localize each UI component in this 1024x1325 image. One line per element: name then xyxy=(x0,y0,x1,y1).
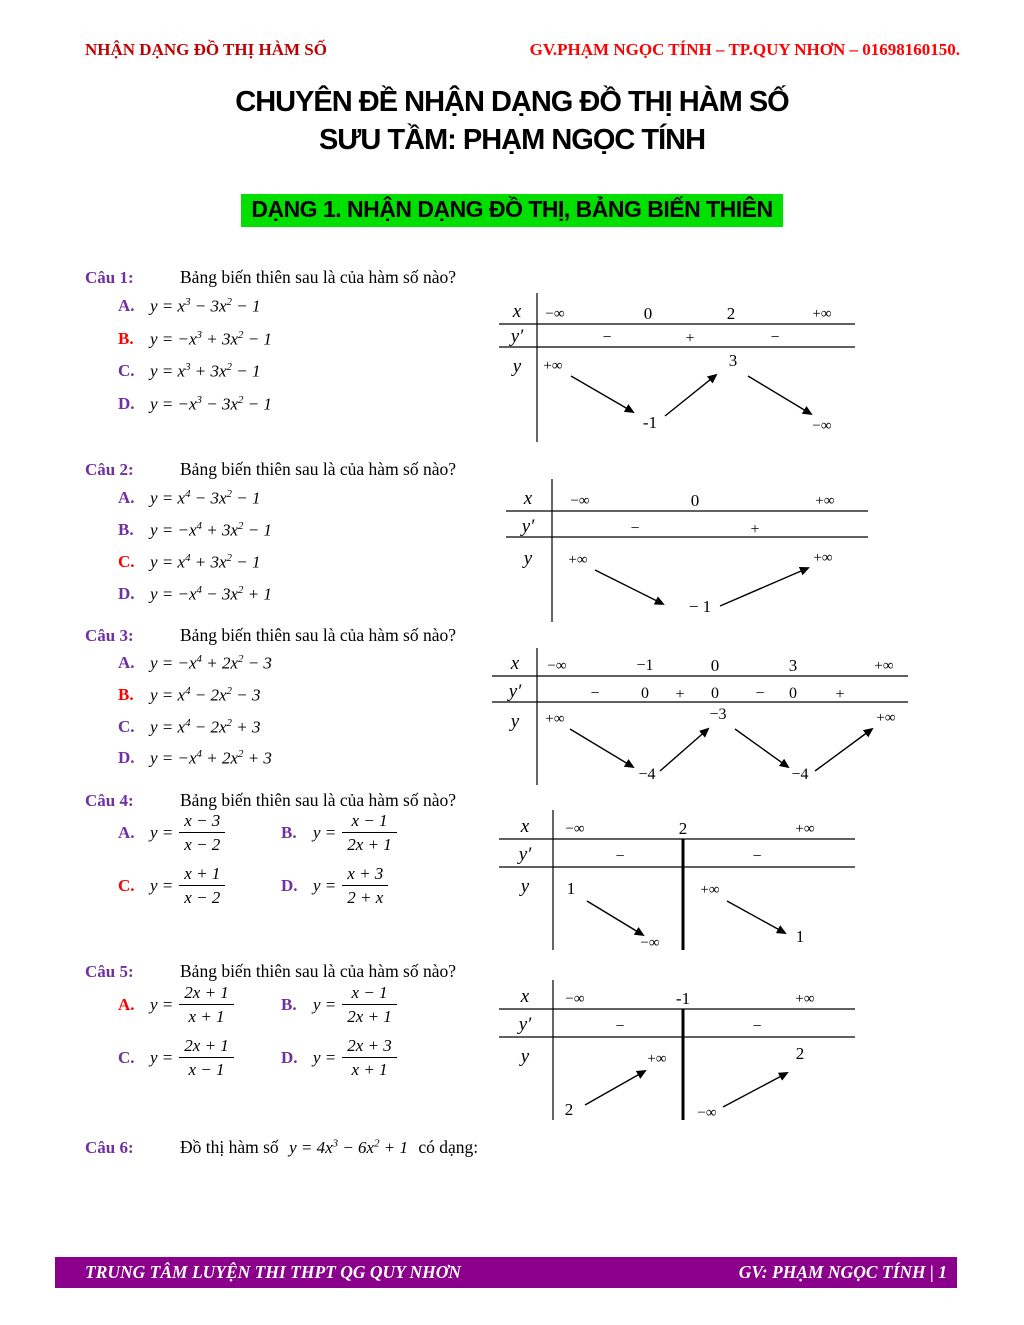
question-1-option-b xyxy=(118,329,272,350)
footer-teacher-page: GV: PHẠM NGỌC TÍNH | 1 xyxy=(738,1262,947,1282)
option-fraction xyxy=(179,863,225,908)
y-value: −∞ xyxy=(812,418,832,434)
trend-arrow-up xyxy=(815,729,872,771)
option-letter: D. xyxy=(281,875,298,895)
x-value: −∞ xyxy=(545,306,565,322)
page-footer xyxy=(55,1257,957,1288)
question-4-option-c xyxy=(118,863,225,908)
yprime-sign: − xyxy=(615,1018,625,1035)
question-5-text: Bảng biến thiên sau là của hàm số nào? xyxy=(180,961,457,981)
yprime-sign: − xyxy=(590,685,600,702)
row-label-y: y xyxy=(512,356,522,377)
header-right-teacher-info: GV.PHẠM NGỌC TÍNH – TP.QUY NHƠN – 01698160150. xyxy=(529,40,960,59)
x-value: +∞ xyxy=(812,306,832,322)
question-3-option-a xyxy=(118,653,272,674)
variation-table-q5 xyxy=(495,977,865,1122)
row-label-yprime: y′ xyxy=(508,681,522,702)
question-2-option-a xyxy=(118,488,260,509)
denominator: x + 1 xyxy=(351,1060,388,1079)
fraction-prefix: y = xyxy=(313,822,337,842)
row-label-y: y xyxy=(520,1046,530,1067)
yprime-sign: − xyxy=(752,848,762,865)
option-letter: A. xyxy=(118,994,135,1014)
numerator: x − 1 xyxy=(342,982,397,1005)
y-value: − 1 xyxy=(688,597,712,616)
option-letter: C. xyxy=(118,875,135,895)
yprime-sign: − xyxy=(755,685,765,702)
yprime-zero: 0 xyxy=(789,685,797,702)
denominator: x − 2 xyxy=(184,835,221,854)
trend-arrow-down xyxy=(595,570,663,604)
fraction-prefix: y = xyxy=(150,1047,174,1067)
variation-table-q1 xyxy=(493,290,863,445)
numerator: 2x + 1 xyxy=(179,1035,234,1058)
question-6-formula: $y = 4x^3 - 6x^2 + 1$ xyxy=(289,1137,409,1157)
row-label-yprime: y′ xyxy=(518,844,532,865)
y-value: −4 xyxy=(791,766,809,783)
trend-arrow-up xyxy=(720,568,808,606)
document-title-line2: SƯU TẦM: PHẠM NGỌC TÍNH xyxy=(318,124,706,156)
denominator: 2x + 1 xyxy=(347,1007,392,1026)
option-letter: A. xyxy=(118,296,135,316)
question-2-option-d xyxy=(118,584,272,605)
trend-arrow-up xyxy=(585,1071,645,1105)
trend-arrow-up xyxy=(665,375,716,416)
option-fraction xyxy=(342,982,397,1027)
x-value: +∞ xyxy=(874,658,894,674)
question-3-option-d xyxy=(118,748,272,769)
option-letter: A. xyxy=(118,488,135,508)
row-label-yprime: y′ xyxy=(521,516,535,537)
numerator: x + 3 xyxy=(342,863,388,886)
question-5-label: Câu 5: xyxy=(85,962,134,981)
question-1-option-c xyxy=(118,361,260,382)
y-value: +∞ xyxy=(647,1051,667,1067)
yprime-sign: − xyxy=(752,1018,762,1035)
option-fraction xyxy=(179,810,225,855)
trend-arrow-up xyxy=(723,1073,787,1107)
x-value: -1 xyxy=(675,989,691,1008)
row-label-y: y xyxy=(520,876,530,897)
fraction-prefix: y = xyxy=(150,994,174,1014)
question-2-text: Bảng biến thiên sau là của hàm số nào? xyxy=(180,459,457,479)
section-banner: DẠNG 1. NHẬN DẠNG ĐỒ THỊ, BẢNG BIẾN THIÊN xyxy=(241,194,782,227)
option-formula: $y = -x^3 - 3x^2 - 1$ xyxy=(150,394,272,414)
y-value: +∞ xyxy=(543,358,563,374)
option-fraction xyxy=(342,810,397,855)
x-value: 0 xyxy=(643,304,653,323)
option-letter: A. xyxy=(118,653,135,673)
x-value: +∞ xyxy=(795,991,815,1007)
x-value: 3 xyxy=(788,656,798,675)
denominator: x + 1 xyxy=(188,1007,225,1026)
yprime-sign: − xyxy=(615,848,625,865)
option-formula: $y = x^4 - 2x^2 + 3$ xyxy=(150,717,261,737)
option-formula: $y = -x^3 + 3x^2 - 1$ xyxy=(150,329,272,349)
option-letter: D. xyxy=(118,394,135,414)
denominator: x − 2 xyxy=(184,888,221,907)
row-label-x: x xyxy=(510,653,520,674)
x-value: −∞ xyxy=(570,493,590,509)
question-3-label: Câu 3: xyxy=(85,626,134,645)
numerator: 2x + 3 xyxy=(342,1035,397,1058)
option-formula: $y = -x^4 + 2x^2 + 3$ xyxy=(150,748,272,768)
option-fraction xyxy=(179,982,234,1027)
question-4-text: Bảng biến thiên sau là của hàm số nào? xyxy=(180,790,457,810)
option-formula: $y = -x^4 - 3x^2 + 1$ xyxy=(150,584,272,604)
yprime-zero: 0 xyxy=(641,685,649,702)
numerator: x + 1 xyxy=(179,863,225,886)
option-letter: B. xyxy=(118,685,134,705)
x-value: 0 xyxy=(710,656,720,675)
question-3-option-c xyxy=(118,717,260,738)
y-value: +∞ xyxy=(568,552,588,568)
question-6-text-after: có dạng: xyxy=(418,1137,479,1157)
y-value: 1 xyxy=(795,927,805,946)
question-6-label: Câu 6: xyxy=(85,1138,134,1157)
option-letter: D. xyxy=(118,584,135,604)
fraction-prefix: y = xyxy=(313,875,337,895)
x-value: −∞ xyxy=(547,658,567,674)
x-value: 2 xyxy=(726,304,736,323)
question-3-text: Bảng biến thiên sau là của hàm số nào? xyxy=(180,625,457,645)
option-letter: C. xyxy=(118,361,135,381)
y-value: −4 xyxy=(638,766,656,783)
fraction-prefix: y = xyxy=(150,822,174,842)
yprime-sign: + xyxy=(685,330,695,347)
option-formula: $y = x^3 - 3x^2 - 1$ xyxy=(150,296,261,316)
question-6-text xyxy=(180,1137,478,1158)
option-fraction xyxy=(342,1035,397,1080)
fraction-prefix: y = xyxy=(150,875,174,895)
fraction-prefix: y = xyxy=(313,1047,337,1067)
option-formula: $y = x^4 + 3x^2 - 1$ xyxy=(150,552,261,572)
question-1-option-d xyxy=(118,394,272,415)
y-value: 3 xyxy=(728,351,738,370)
x-value: +∞ xyxy=(815,493,835,509)
row-label-x: x xyxy=(520,816,530,837)
option-formula: $y = x^4 - 2x^2 - 3$ xyxy=(150,685,261,705)
question-4-option-b xyxy=(281,810,397,855)
y-value: 1 xyxy=(566,879,576,898)
option-letter: D. xyxy=(118,748,135,768)
yprime-sign: + xyxy=(675,686,685,703)
fraction-prefix: y = xyxy=(313,994,337,1014)
option-letter: B. xyxy=(281,822,297,842)
y-value: 2 xyxy=(564,1100,574,1119)
y-value: -1 xyxy=(642,413,658,432)
question-4-option-d xyxy=(281,863,388,908)
y-value: +∞ xyxy=(876,710,896,726)
yprime-zero: 0 xyxy=(711,685,719,702)
x-value: 2 xyxy=(678,819,688,838)
question-5-option-a xyxy=(118,982,234,1027)
option-letter: D. xyxy=(281,1047,298,1067)
yprime-sign: − xyxy=(770,329,780,346)
numerator: x − 3 xyxy=(179,810,225,833)
y-value: −∞ xyxy=(640,935,660,951)
x-value: −∞ xyxy=(565,991,585,1007)
trend-arrow-down xyxy=(748,376,811,414)
section-banner-wrap xyxy=(0,194,1024,227)
question-6-text-before: Đồ thị hàm số xyxy=(180,1137,279,1157)
yprime-sign: − xyxy=(630,520,640,537)
y-value: +∞ xyxy=(545,711,565,727)
y-value: +∞ xyxy=(813,550,833,566)
variation-table-q3 xyxy=(488,645,913,787)
trend-arrow-down xyxy=(727,901,785,933)
option-formula: $y = x^4 - 3x^2 - 1$ xyxy=(150,488,261,508)
option-letter: A. xyxy=(118,822,135,842)
x-value: −∞ xyxy=(565,821,585,837)
trend-arrow-down xyxy=(587,901,643,935)
row-label-yprime: y′ xyxy=(518,1014,532,1035)
question-5-option-d xyxy=(281,1035,397,1080)
x-value: −1 xyxy=(636,657,654,674)
numerator: 2x + 1 xyxy=(179,982,234,1005)
y-value: +∞ xyxy=(700,882,720,898)
yprime-sign: + xyxy=(750,521,760,538)
denominator: x − 1 xyxy=(188,1060,225,1079)
row-label-yprime: y′ xyxy=(510,326,524,347)
question-2-option-b xyxy=(118,520,272,541)
question-3-option-b xyxy=(118,685,260,706)
question-1-option-a xyxy=(118,296,260,317)
y-value: −∞ xyxy=(697,1105,717,1121)
row-label-x: x xyxy=(523,488,533,509)
trend-arrow-down xyxy=(570,729,633,767)
option-letter: B. xyxy=(118,329,134,349)
option-letter: C. xyxy=(118,1047,135,1067)
option-formula: $y = -x^4 + 3x^2 - 1$ xyxy=(150,520,272,540)
option-fraction xyxy=(342,863,388,908)
question-1-text: Bảng biến thiên sau là của hàm số nào? xyxy=(180,267,457,287)
footer-center-name: TRUNG TÂM LUYỆN THI THPT QG QUY NHƠN xyxy=(85,1262,462,1282)
question-4-label: Câu 4: xyxy=(85,791,134,810)
option-letter: B. xyxy=(281,994,297,1014)
option-letter: C. xyxy=(118,717,135,737)
y-value: −3 xyxy=(709,706,727,723)
denominator: 2x + 1 xyxy=(347,835,392,854)
option-fraction xyxy=(179,1035,234,1080)
variation-table-q4 xyxy=(495,807,865,952)
question-4-option-a xyxy=(118,810,225,855)
y-value: 2 xyxy=(795,1044,805,1063)
row-label-y: y xyxy=(523,548,533,569)
variation-table-q2 xyxy=(500,476,880,624)
option-letter: C. xyxy=(118,552,135,572)
numerator: x − 1 xyxy=(342,810,397,833)
document-title-line1: CHUYÊN ĐỀ NHẬN DẠNG ĐỒ THỊ HÀM SỐ xyxy=(235,86,789,118)
question-1-label: Câu 1: xyxy=(85,268,134,287)
question-2-label: Câu 2: xyxy=(85,460,134,479)
trend-arrow-down xyxy=(571,376,633,412)
x-value: +∞ xyxy=(795,821,815,837)
option-formula: $y = -x^4 + 2x^2 - 3$ xyxy=(150,653,272,673)
row-label-x: x xyxy=(520,986,530,1007)
question-2-option-c xyxy=(118,552,260,573)
x-value: 0 xyxy=(690,491,700,510)
trend-arrow-up xyxy=(660,729,708,771)
question-5-option-b xyxy=(281,982,397,1027)
yprime-sign: − xyxy=(602,329,612,346)
question-5-option-c xyxy=(118,1035,234,1080)
option-letter: B. xyxy=(118,520,134,540)
option-formula: $y = x^3 + 3x^2 - 1$ xyxy=(150,361,261,381)
trend-arrow-down xyxy=(735,729,788,767)
denominator: 2 + x xyxy=(347,888,384,907)
row-label-y: y xyxy=(510,711,520,732)
header-left-title: NHẬN DẠNG ĐỒ THỊ HÀM SỐ xyxy=(85,40,327,59)
yprime-sign: + xyxy=(835,686,845,703)
row-label-x: x xyxy=(512,301,522,322)
